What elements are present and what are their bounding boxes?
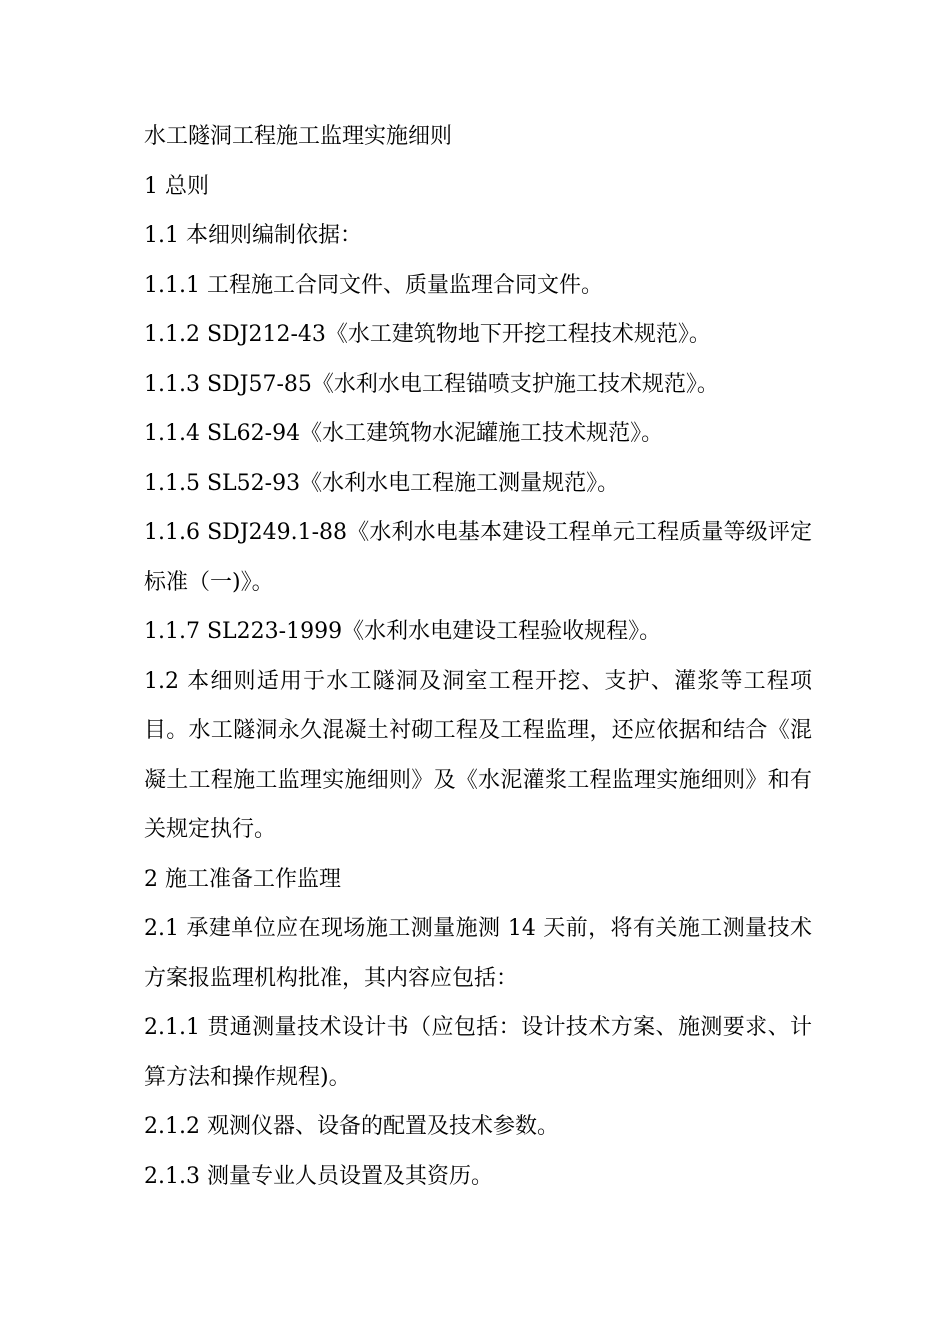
document-body bbox=[144, 112, 812, 1201]
clause-2-1-2: 2.1.2 观测仪器、设备的配置及技术参数。 bbox=[144, 1114, 559, 1139]
clause-2-1-1: 2.1.1 贯通测量技术设计书（应包括：设计技术方案、施测要求、计算方法和操作规程)。 bbox=[144, 1015, 812, 1090]
clause-1-1-1: 1.1.1 工程施工合同文件、质量监理合同文件。 bbox=[144, 272, 603, 298]
section-heading-1: 1 总则 bbox=[144, 173, 209, 199]
clause-1-1-2: 1.1.2 SDJ212-43《水工建筑物地下开挖工程技术规范》。 bbox=[144, 322, 711, 347]
clause-2-1: 2.1 承建单位应在现场施工测量施测 14 天前，将有关施工测量技术方案报监理机构批准，其内容应包括： bbox=[144, 916, 812, 991]
section-heading-2: 2 施工准备工作监理 bbox=[144, 866, 341, 892]
clause-1-1-7: 1.1.7 SL223-1999《水利水电建设工程验收规程》。 bbox=[144, 619, 662, 644]
clause-2-1-3: 2.1.3 测量专业人员设置及其资历。 bbox=[144, 1163, 493, 1189]
clause-1-2: 1.2 本细则适用于水工隧洞及洞室工程开挖、支护、灌浆等工程项目。水工隧洞永久混凝土衬砌工程及工程监理，还应依据和结合《混凝土工程施工监理实施细则》及《水泥灌浆工程监理实施细则》和有关规定执行。 bbox=[144, 668, 812, 842]
clause-1-1-4: 1.1.4 SL62-94《水工建筑物水泥罐施工技术规范》。 bbox=[144, 421, 664, 446]
clause-1-1: 1.1 本细则编制依据： bbox=[144, 223, 362, 248]
clause-1-1-6: 1.1.6 SDJ249.1-88《水利水电基本建设工程单元工程质量等级评定标准（一)》。 bbox=[144, 520, 812, 595]
clause-1-1-3: 1.1.3 SDJ57-85《水利水电工程锚喷支护施工技术规范》。 bbox=[144, 371, 719, 397]
clause-1-1-5: 1.1.5 SL52-93《水利水电工程施工测量规范》。 bbox=[144, 470, 620, 496]
doc-title: 水工隧洞工程施工监理实施细则 bbox=[144, 124, 453, 149]
